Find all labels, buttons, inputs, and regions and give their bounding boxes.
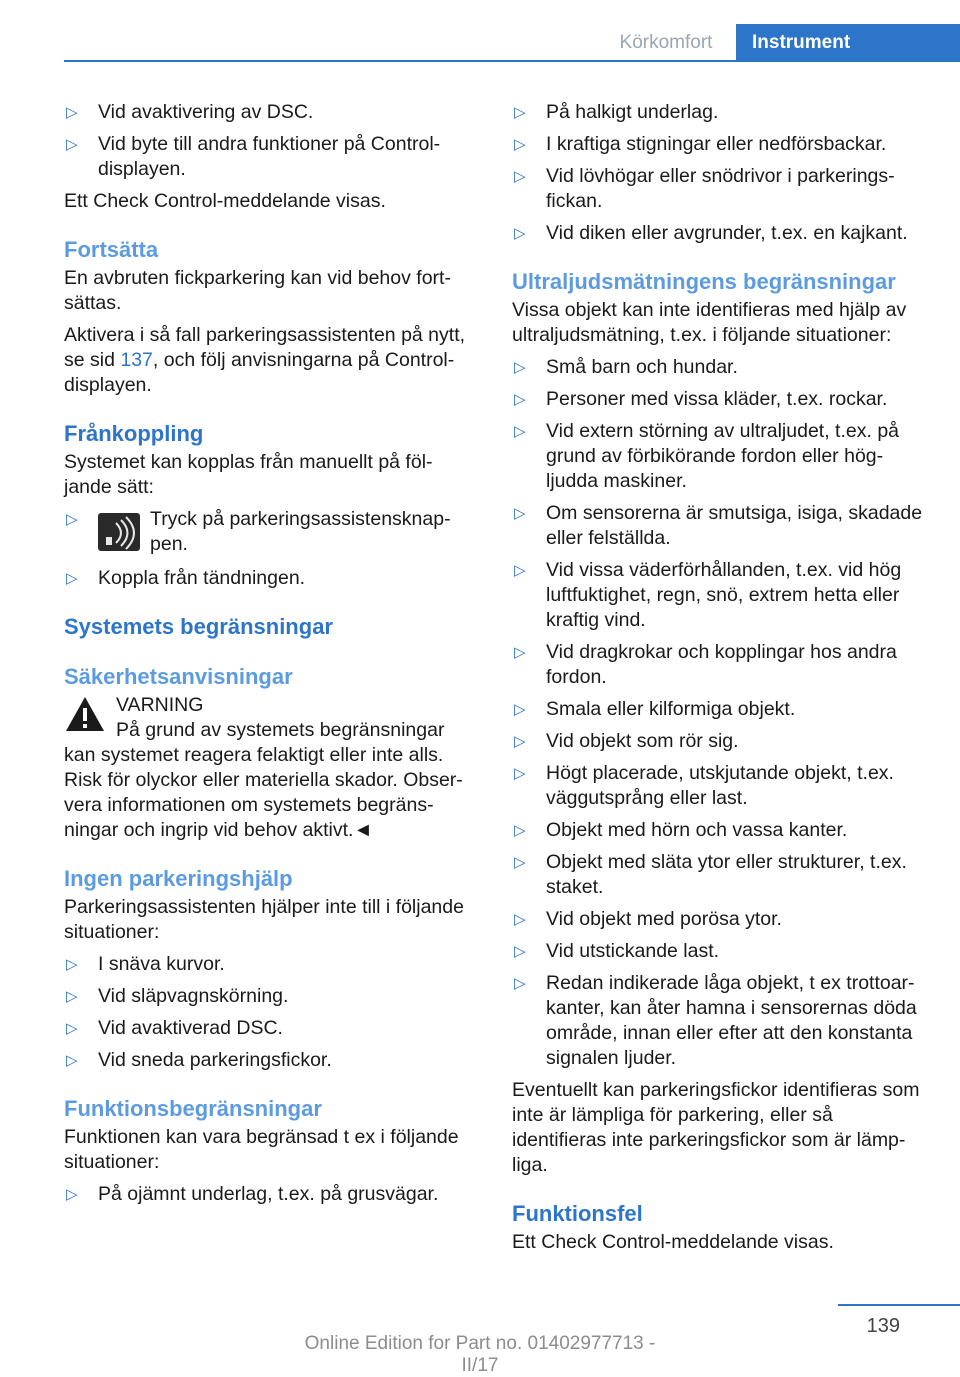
list-item: ▷ Vid avaktiverad DSC.	[66, 1017, 283, 1039]
section-heading: Ultraljudsmätningens begränsningar	[512, 269, 896, 294]
list-item: ▷ Vid objekt som rör sig.	[514, 730, 739, 752]
warning-triangle-icon	[64, 695, 106, 733]
tab-instrument[interactable]: Instrument	[736, 24, 960, 62]
section-heading: Frånkoppling	[64, 421, 204, 446]
list-item: ▷ Vid dragkrokar och kopplingar hos andra fordon.	[514, 641, 897, 688]
list-item: ▷ Personer med vissa kläder, t.ex. rockar.	[514, 388, 888, 410]
bullet-triangle-icon: ▷	[514, 562, 526, 579]
paragraph: Vissa objekt kan inte identifieras med hjälp av ultraljudsmätning, t.ex. i följande situationer:	[512, 299, 907, 346]
list-item: ▷ I kraftiga stigningar eller nedförsbackar.	[514, 133, 887, 155]
bullet-triangle-icon: ▷	[514, 854, 526, 871]
list-item: ▷ Smala eller kilformiga objekt.	[514, 698, 796, 720]
bullet-triangle-icon: ▷	[66, 956, 78, 973]
footer-divider	[838, 1304, 960, 1306]
page-number: 139	[866, 1315, 900, 1337]
list-item: ▷ På ojämnt underlag, t.ex. på grusvägar.	[66, 1183, 439, 1205]
bullet-triangle-icon: ▷	[66, 1186, 78, 1203]
bullet-triangle-icon: ▷	[514, 225, 526, 242]
list-item: ▷ Vid diken eller avgrunder, t.ex. en kajkant.	[514, 222, 908, 244]
warning-text: kan systemet reagera felaktigt eller inte alls. Risk för olyckor eller materiella skador. Obser-vera informationen om systemets begräns-ningar och ingrip vid behov aktivt.◄	[64, 744, 463, 841]
bullet-triangle-icon: ▷	[66, 570, 78, 587]
warning-text-first: På grund av systemets begränsningar	[116, 719, 445, 741]
warning-head	[64, 693, 476, 743]
bullet-list	[64, 566, 476, 591]
left-column	[64, 100, 476, 1214]
paragraph: Eventuellt kan parkeringsfickor identifieras som inte är lämpliga för parkering, eller så identifieras inte parkeringsfickor som är lämp-liga.	[512, 1079, 920, 1176]
bullet-triangle-icon: ▷	[66, 1052, 78, 1069]
page-header	[0, 0, 960, 62]
list-item: ▷ Vid byte till andra funktioner på Control-displayen.	[66, 133, 441, 180]
paragraph: Ett Check Control-meddelande visas.	[512, 1231, 834, 1253]
paragraph: Funktionen kan vara begränsad t ex i följande situationer:	[64, 1126, 459, 1173]
section-heading: Funktionsfel	[512, 1201, 643, 1226]
paragraph: Systemet kan kopplas från manuellt på föl-jande sätt:	[64, 451, 433, 498]
list-item: ▷ Vid objekt med porösa ytor.	[514, 908, 782, 930]
bullet-triangle-icon: ▷	[514, 733, 526, 750]
bullet-list	[64, 952, 476, 1073]
right-column	[512, 100, 928, 1262]
bullet-list	[512, 355, 928, 1071]
list-item: ▷ Tryck på parkeringsassistensknap-pen.	[66, 508, 451, 555]
warning-label: VARNING	[116, 694, 204, 716]
paragraph: Aktivera i så fall parkeringsassistenten på nytt, se sid 137, och följ anvisningarna på Control-displayen.	[64, 324, 466, 396]
list-item: ▷ Objekt med hörn och vassa kanter.	[514, 819, 848, 841]
bullet-triangle-icon: ▷	[514, 505, 526, 522]
bullet-triangle-icon: ▷	[514, 391, 526, 408]
list-item: ▷ Vid avaktivering av DSC.	[66, 101, 314, 123]
bullet-triangle-icon: ▷	[514, 975, 526, 992]
bullet-triangle-icon: ▷	[514, 168, 526, 185]
list-item: ▷ Små barn och hundar.	[514, 356, 738, 378]
list-item: ▷ Vid utstickande last.	[514, 940, 720, 962]
section-heading: Ingen parkeringshjälp	[64, 866, 293, 891]
list-item: ▷ Högt placerade, utskjutande objekt, t.ex. väggutsprång eller last.	[514, 762, 894, 809]
bullet-triangle-icon: ▷	[514, 104, 526, 121]
bullet-triangle-icon: ▷	[514, 423, 526, 440]
bullet-triangle-icon: ▷	[514, 701, 526, 718]
bullet-list	[512, 100, 928, 246]
list-item: ▷ Om sensorerna är smutsiga, isiga, skadade eller felställda.	[514, 502, 923, 549]
list-item: ▷ Vid lövhögar eller snödrivor i parkerings-fickan.	[514, 165, 895, 212]
list-item: ▷ Vid släpvagnskörning.	[66, 985, 289, 1007]
list-item: ▷ Koppla från tändningen.	[66, 567, 306, 589]
list-item: ▷ Vid extern störning av ultraljudet, t.ex. på grund av förbikörande fordon eller hög-ljudda maskiner.	[514, 420, 900, 492]
bullet-triangle-icon: ▷	[66, 1020, 78, 1037]
bullet-triangle-icon: ▷	[514, 644, 526, 661]
page-link[interactable]: 137	[120, 349, 153, 371]
park-assist-button-icon	[98, 513, 140, 551]
list-item: ▷ Vid sneda parkeringsfickor.	[66, 1049, 332, 1071]
edition-text: Online Edition for Part no. 01402977713 - II/17	[304, 1333, 656, 1376]
bullet-triangle-icon: ▷	[514, 136, 526, 153]
section-heading: Funktionsbegränsningar	[64, 1096, 322, 1121]
bullet-list	[64, 1182, 476, 1207]
list-item: ▷ Vid vissa väderförhållanden, t.ex. vid hög luftfuktighet, regn, snö, extrem hetta eller kraftig vind.	[514, 559, 902, 631]
bullet-triangle-icon: ▷	[514, 943, 526, 960]
bullet-triangle-icon: ▷	[66, 136, 78, 153]
section-heading: Säkerhetsanvisningar	[64, 664, 293, 689]
section-heading: Fortsätta	[64, 237, 159, 262]
warning-box	[64, 693, 476, 843]
list-item: ▷ Objekt med släta ytor eller strukturer, t.ex. staket.	[514, 851, 907, 898]
bullet-triangle-icon: ▷	[514, 765, 526, 782]
list-item: ▷ I snäva kurvor.	[66, 953, 225, 975]
list-item: ▷ På halkigt underlag.	[514, 101, 719, 123]
list-item: ▷ Redan indikerade låga objekt, t ex trottoar-kanter, kan åter hamna i sensorernas döda område, innan eller efter att den konstanta signalen ljuder.	[514, 972, 917, 1069]
paragraph: En avbruten fickparkering kan vid behov fort-sättas.	[64, 267, 451, 314]
bullet-triangle-icon: ▷	[66, 104, 78, 121]
section-heading: Systemets begränsningar	[64, 614, 333, 639]
bullet-triangle-icon: ▷	[514, 822, 526, 839]
bullet-triangle-icon: ▷	[66, 988, 78, 1005]
tab-korkomfort[interactable]: Körkomfort	[619, 32, 713, 53]
bullet-triangle-icon: ▷	[514, 359, 526, 376]
bullet-list	[64, 100, 476, 182]
paragraph: Parkeringsassistenten hjälper inte till i följande situationer:	[64, 896, 464, 943]
bullet-triangle-icon: ▷	[66, 511, 78, 528]
header-divider	[64, 60, 960, 62]
bullet-triangle-icon: ▷	[514, 911, 526, 928]
paragraph: Ett Check Control-meddelande visas.	[64, 190, 386, 212]
